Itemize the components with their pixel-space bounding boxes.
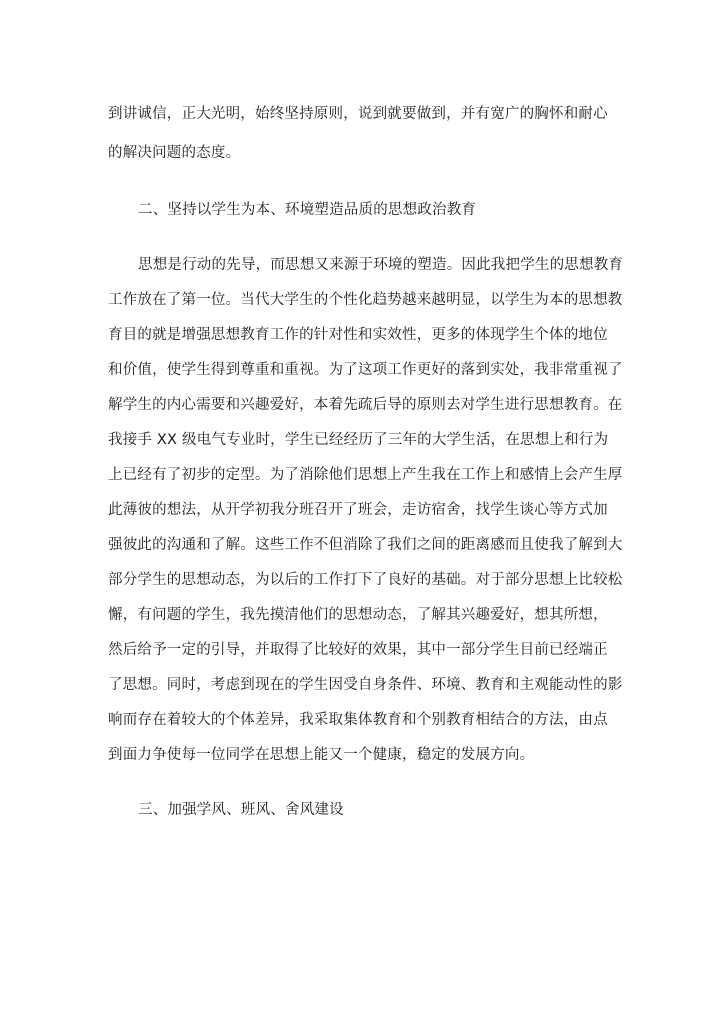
paragraph-line: 我接手 XX 级电气专业时，学生已经经历了三年的大学生活，在思想上和行为: [108, 432, 609, 448]
paragraph-line: 上已经有了初步的定型。为了消除他们思想上产生我在工作上和感情上会产生厚: [108, 467, 623, 483]
paragraph-line: 到面力争使每一位同学在思想上能又一个健康，稳定的发展方向。: [108, 747, 535, 763]
paragraph-line: 响而存在着较大的个体差异，我采取集体教育和个别教育相结合的方法，由点: [108, 712, 608, 728]
paragraph-line: 和价值，使学生得到尊重和重视。为了这项工作更好的落到实处，我非常重视了: [108, 362, 623, 378]
paragraph-line: 育目的就是增强思想教育工作的针对性和实效性，更多的体现学生个体的地位: [108, 327, 608, 343]
paragraph-line: 解学生的内心需要和兴趣爱好，本着先疏后导的原则去对学生进行思想教育。在: [108, 397, 623, 413]
paragraph-line: 部分学生的思想动态，为以后的工作打下了良好的基础。对于部分思想上比较松: [108, 572, 623, 588]
paragraph-line: 强彼此的沟通和了解。这些工作不但消除了我们之间的距离感而且使我了解到大: [108, 537, 623, 553]
paragraph-line: 思想是行动的先导，而思想又来源于环境的塑造。因此我把学生的思想教育: [138, 257, 624, 273]
section-heading-2: 二、坚持以学生为本、环境塑造品质的思想政治教育: [138, 202, 477, 218]
section-heading-3: 三、加强学风、班风、舍风建设: [138, 802, 344, 818]
paragraph-line: 此薄彼的想法，从开学初我分班召开了班会，走访宿舍，找学生谈心等方式加: [108, 502, 608, 518]
paragraph-line: 了思想。同时，考虑到现在的学生因受自身条件、环境、教育和主观能动性的影: [108, 677, 623, 693]
paragraph-line: 然后给予一定的引导，并取得了比较好的效果，其中一部分学生目前已经端正: [108, 642, 608, 658]
paragraph-line: 到讲诚信，正大光明，始终坚持原则，说到就要做到，并有宽广的胸怀和耐心: [108, 106, 608, 122]
paragraph-line: 工作放在了第一位。当代大学生的个性化趋势越来越明显，以学生为本的思想教: [108, 292, 623, 308]
paragraph-line: 懈，有问题的学生，我先摸清他们的思想动态，了解其兴趣爱好，想其所想，: [108, 607, 608, 623]
paragraph-line: 的解决问题的态度。: [108, 145, 241, 161]
